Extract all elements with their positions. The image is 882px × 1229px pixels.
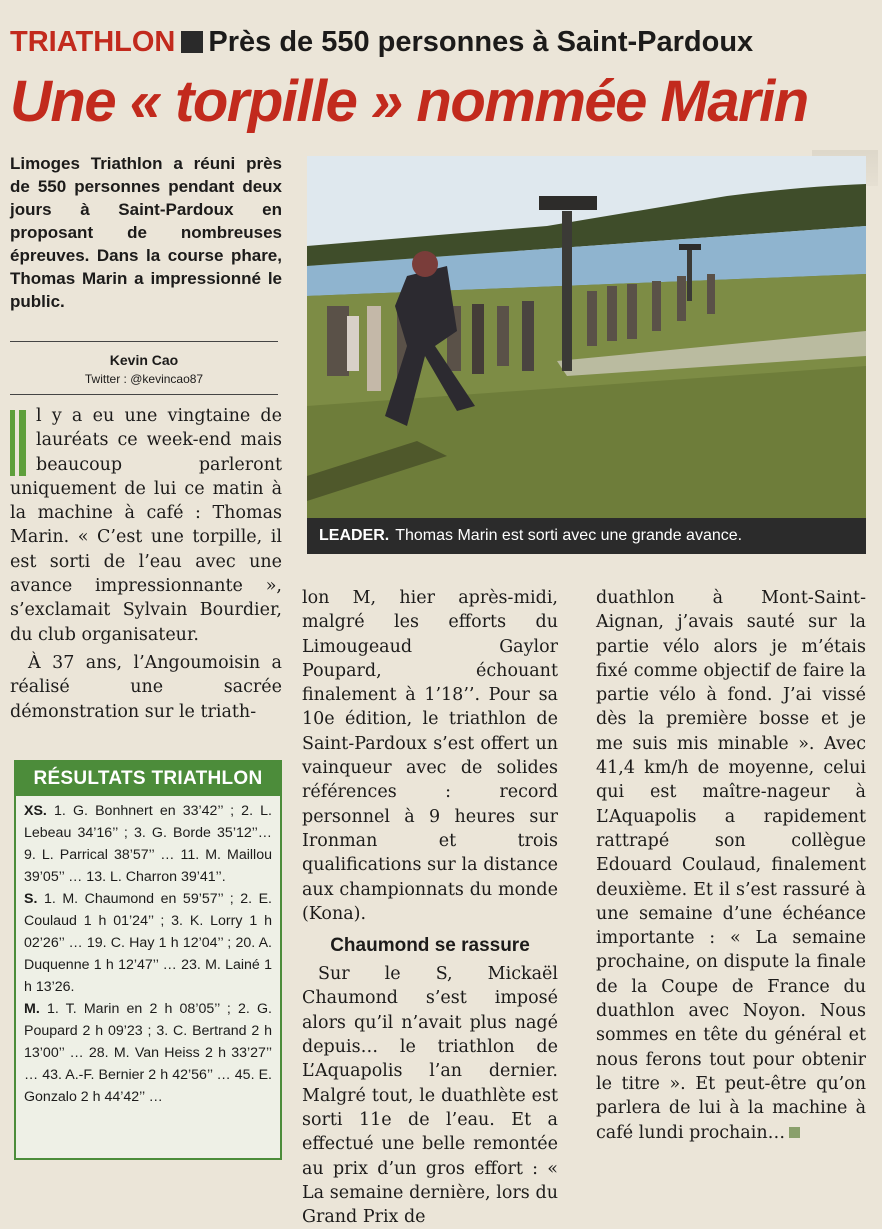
dropcap <box>10 410 26 476</box>
byline-twitter: Twitter : @kevincao87 <box>84 372 204 386</box>
article-column-1 <box>10 404 282 724</box>
section-tag: TRIATHLON <box>10 26 176 58</box>
article-paragraph-4: Sur le S, Mickaël Chaumond s’est imposé alors qu’il n’avait plus nagé depuis… le triathlon de L’Aquapolis l’an dernier. Malgré tout, le duathlète est sorti 11e de l’eau. Et a effectué une belle remontée au prix d’un gros effort : « La semaine dernière, lors du Grand Prix de <box>302 964 558 1228</box>
results-xs: XS. 1. G. Bonhnert en 33’42’’ ; 2. L. Lebeau 34’16’’ ; 3. G. Borde 35’12’’… 9. L. Parrical 38’57’’ … 11. M. Maillou 39’05’’ … 13. L. Charron 39’41’’. <box>24 803 272 885</box>
kicker <box>10 22 872 62</box>
article-paragraph-2: À 37 ans, l’Angoumoisin a réalisé une sacrée démonstration sur le triath- <box>10 652 282 722</box>
article-photo <box>307 156 866 518</box>
results-s: S. 1. M. Chaumond en 59’57’’ ; 2. E. Coulaud 1 h 01’24’’ ; 3. K. Lorry 1 h 02’26’’ … 19. C. Hay 1 h 12’04’’ ; 20. A. Duquenne 1 h 12’47’’ … 23. M. Lainé 1 h 13’26. <box>24 891 272 995</box>
end-square-icon <box>789 1127 800 1138</box>
article-paragraph-5: duathlon à Mont-Saint-Aignan, j’avais sauté sur la partie vélo alors je m’étais fixé comme objectif de faire la partie vélo à fond. J’ai vissé dès la première bosse et je me suis mis minable ». Avec 41,4 km/h de moyenne, celui qui est maître-nageur à L’Aquapolis a rapidement rattrapé son collègue Edouard Coulaud, finalement deuxième. Et il s’est rassuré à une semaine d’une échéance importante : « La semaine prochaine, on dispute la finale de la Coupe de France du duathlon avec Noyon. Nous sommes en tête du général et nous ferons tout pour obtenir le titre ». Et peut-être qu’on parlera de lui à la machine à café lundi prochain… <box>596 588 866 1143</box>
lead-paragraph: Limoges Triathlon a réuni près de 550 personnes pendant deux jours à Saint-Pardoux en proposant de nombreuses épreuves. Dans la course phare, Thomas Marin a impressionné le public. <box>10 154 282 311</box>
results-m: M. 1. T. Marin en 2 h 08’05’’ ; 2. G. Poupard 2 h 09’23 ; 3. C. Bertrand 2 h 13’00’’ … 28. M. Van Heiss 2 h 33’27’’ … 43. A.-F. Bernier 2 h 42’56’’ … 45. E. Gonzalo 2 h 44’42’’ … <box>24 1001 273 1105</box>
separator-square-icon <box>181 31 203 53</box>
byline-author: Kevin Cao <box>109 352 179 368</box>
photo-caption <box>307 518 866 554</box>
article-paragraph-3: lon M, hier après-midi, malgré les efforts du Limougeaud Gaylor Poupard, échouant finalement à 1’18’’. Pour sa 10e édition, le triathlon de Saint-Pardoux s’est offert un vainqueur avec de solides références : record personnel à 9 heures sur Ironman et trois qualifications sur la distance aux championnats du monde (Kona). <box>302 588 558 924</box>
article-column-3 <box>596 586 866 1145</box>
byline-rule-bottom <box>10 394 278 395</box>
article-paragraph-1: l y a eu une vingtaine de lauréats ce week-end mais beaucoup parleront uniquement de lui ce matin à la machine à café : Thomas Marin. « C’est une torpille, il est sorti de l’eau avec une avance impressionnante », s’exclamait Sylvain Bourdier, du club organisateur. <box>10 406 282 645</box>
results-body <box>16 796 280 1108</box>
results-title: RÉSULTATS TRIATHLON <box>16 762 280 796</box>
caption-text: Thomas Marin est sorti avec une grande avance. <box>395 527 743 544</box>
results-box <box>14 760 282 1160</box>
caption-lead: LEADER. <box>319 527 390 544</box>
byline-rule-top <box>10 341 278 342</box>
photo-illustration <box>307 156 866 518</box>
article-column-2 <box>302 586 558 1229</box>
subheading: Chaumond se rassure <box>330 935 530 957</box>
headline: Une « torpille » nommée Marin <box>10 69 808 134</box>
kicker-text: Près de 550 personnes à Saint-Pardoux <box>208 26 754 58</box>
